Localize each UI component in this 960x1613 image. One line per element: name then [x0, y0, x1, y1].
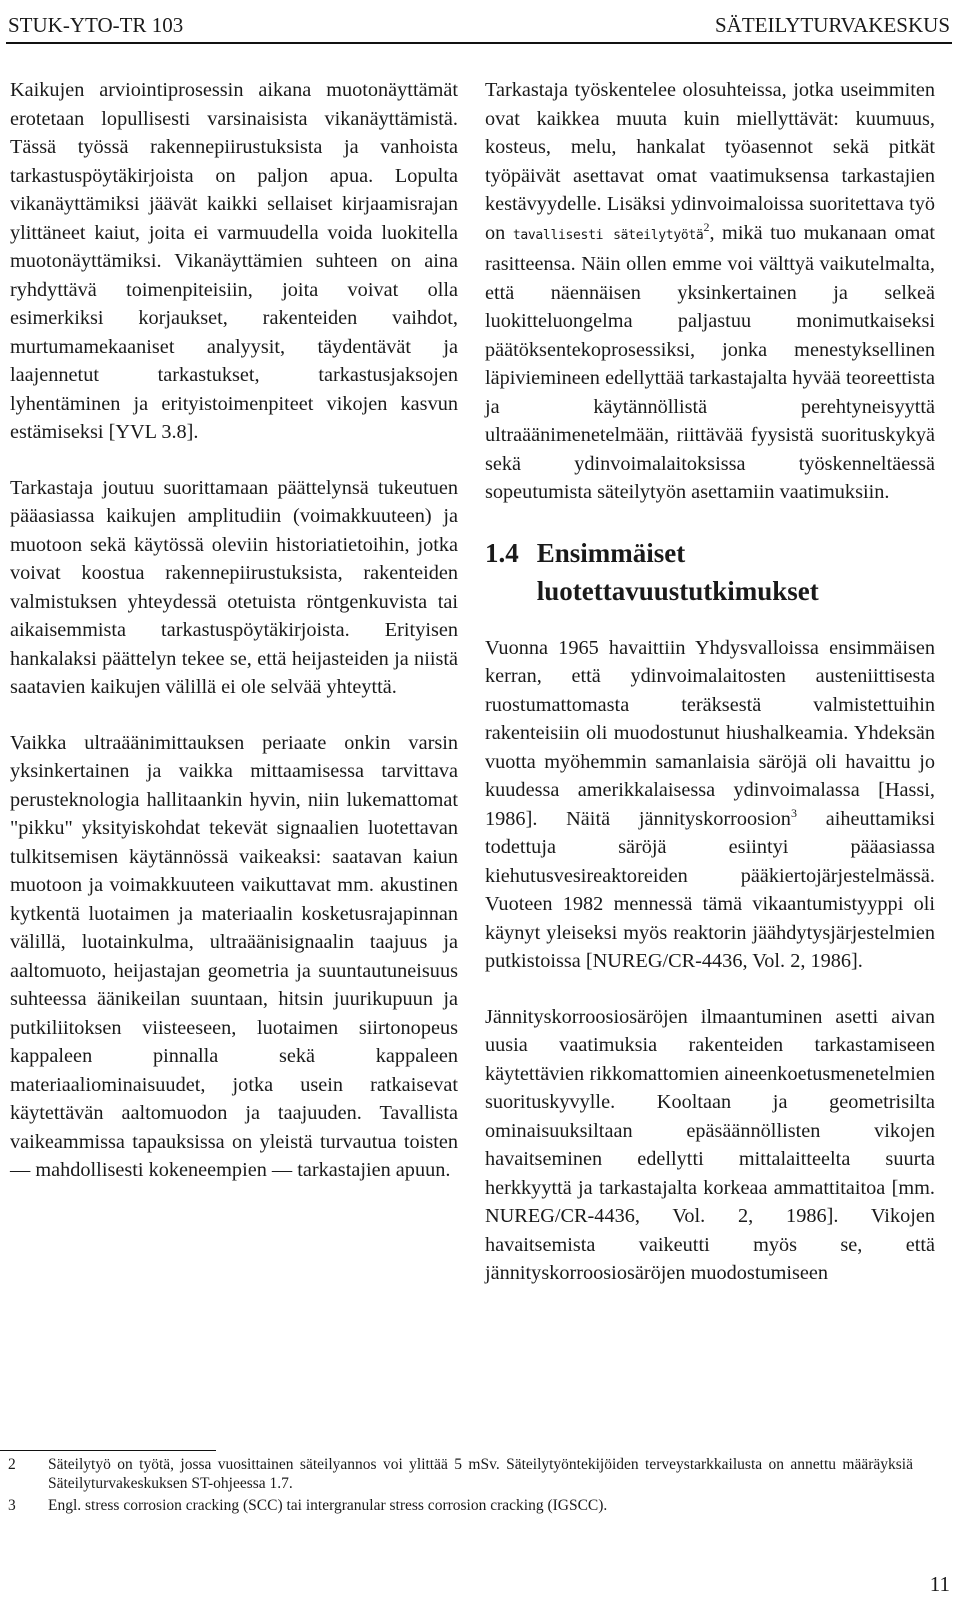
report-code: STUK-YTO-TR 103 — [8, 12, 184, 37]
footnote — [8, 1455, 913, 1493]
paragraph-text: Tarkastaja työskentelee olosuhteissa, jotka useimmiten ovat kaikkea muuta kuin miellyttävät: kuumuus, kosteus, melu, hankalat työasennot sekä pitkät työpäivät asettavat omat vaatimuksensa tarkastajien kestävyydelle. Lisäksi ydinvoimaloissa suoritettava työ on — [485, 79, 935, 244]
footnote-text: Säteilytyö on työtä, jossa vuosittainen säteilyannos voi ylittää 5 mSv. Säteilytyöntekijöiden terveystarkkailusta on annettu määräyksiä Säteilyturvakeskuksen ST-ohjeessa 1.7. — [48, 1456, 913, 1492]
header-rule — [6, 42, 952, 44]
publisher-name: SÄTEILYTURVAKESKUS — [714, 12, 950, 37]
right-column — [485, 76, 935, 1315]
paragraph-text: , mikä tuo mukanaan omat rasitteensa. Näin ollen emme voi välttyä vaikutelmalta, että näennäisen yksinkertainen ja selkeä luokitteluongelma paljastuu monimutkaiseksi päätöksentekoprosessiksi, jonka menestyksellinen läpiviemineen edellyttää tarkastajalta hyvää teoreettista ja käytännöllistä perehtyneisyyttä ultraäänimenetelmään, riittävää fyysistä suorituskykyä sekä ydinvoimalaitoksissa työskenneltäessä sopeutumista säteilytyön asettamiin vaatimuksiin. — [485, 221, 936, 503]
paragraph — [485, 76, 935, 507]
section-heading — [485, 534, 935, 610]
left-column — [10, 76, 458, 1212]
section-number: 1.4 — [485, 537, 519, 568]
footnote — [8, 1496, 913, 1515]
footnote-number: 3 — [8, 1497, 16, 1514]
footnote-text: Engl. stress corrosion cracking (SCC) tai intergranular stress corrosion cracking (IGSCC). — [48, 1497, 608, 1514]
footnote-rule — [0, 1450, 216, 1451]
paragraph: Tarkastaja joutuu suorittamaan päättelynsä tukeutuen pääasiassa kaikujen amplitudiin (voimakkuuteen) ja muotoon sekä käytössä oleviin historiatietoihin, jotka voivat koostua rakennepiirustuksista, rakenteiden valmistuksen yhteydessä otetuista röntgenkuvista tai aikaisemmista tarkastuspöytäkirjoista. Erityisen hankalaksi päättelyn tekee se, että heijasteiden ja niistä saatavien kaikujen välillä ei ole selvää yhteyttä. — [10, 476, 458, 698]
typewriter-text: tavallisesti säteilytyötä — [512, 227, 704, 243]
running-header — [8, 8, 950, 42]
paragraph: Jännityskorroosiosäröjen ilmaantuminen asetti aivan uusia vaatimuksia rakenteiden tarkastamiseen käytettävien rikkomattomien aineenkoetusmenetelmien suorituskyvylle. Kooltaan ja geometrisilta ominaisuuksiltaan epäsäännöllisten vikojen havaitseminen edellytti mittalaitteelta suurta herkkyyttä ja tarkastajalta korkeaa ammattitaitoa [mm. NUREG/CR-4436, Vol. 2, 1986]. Vikojen havaitsemista vaikeutti myös se, että jännityskorroosiosäröjen muodostumiseen — [485, 1005, 935, 1284]
paragraph: Kaikujen arviointiprosessin aikana muotonäyttämät erotetaan lopullisesti varsinaisista vikanäyttämistä. Tässä työssä rakennepiirustuksista ja vanhoista tarkastuspöytäkirjoista on paljon apua. Lopulta vikanäyttämiksi jäävät kaikki sellaiset kirjaamisrajan ylittäneet kaiut, joita ei varmuudella voida luokitella muotonäyttämiksi. Vikanäyttämien suhteen on aina ryhdyttävä toimenpiteisiin, joita voivat olla esimerkiksi korjaukset, rakenteiden vaihdot, murtumamekaaniset analyysit, täydentävät ja laajennetut tarkastukset, tarkastusjaksojen lyhentäminen ja erityistoimenpiteet vikojen kasvun estämiseksi [YVL 3.8]. — [10, 79, 458, 443]
footnote-ref: 2 — [703, 219, 710, 234]
paragraph — [485, 634, 935, 976]
page-number: 11 — [929, 1572, 950, 1596]
section-title: Ensimmäiset luotettavuustutkimukset — [536, 537, 819, 606]
footnote-number: 2 — [8, 1456, 16, 1473]
footnote-ref: 3 — [790, 805, 797, 820]
footnotes — [8, 1455, 913, 1518]
paragraph-text: Vuonna 1965 havaittiin Yhdysvalloissa ensimmäisen kerran, että ydinvoimalaitosten austeniittisesta ruostumattomasta teräksestä valmistettuihin rakenteisiin oli muodostunut hiushalkeamia. Yhdeksän vuotta myöhemmin samanlaisia säröjä oli havaittu jo kuudessa amerikkalaisessa ydinvoimalassa [Hassi, 1986]. Näitä jännityskorroosion — [485, 636, 935, 830]
paragraph-text: aiheuttamiksi todettuja säröjä esiintyi pääasiassa kiehutusvesireaktoreiden pääkiertojärjestelmässä. Vuoteen 1982 mennessä tämä vikaantumistyyppi oli käynyt yleiseksi myös reaktorin jäähdytysjärjestelmien putkistoissa [NUREG/CR-4436, Vol. 2, 1986]. — [485, 807, 935, 972]
paragraph: Vaikka ultraäänimittauksen periaate onkin varsin yksinkertainen ja vaikka mittaamisessa tarvittava perusteknologia hallitaankin hyvin, niin lukemattomat "pikku" yksityiskohdat tekevät signaalien luotettavan tulkitsemisen käytännössä vaikeaksi: saatavan kaiun muotoon ja voimakkuuteen vaikuttavat mm. akustinen kytkentä luotaimen ja materiaalin kosketusrajapinnan välillä, luotainkulma, ultraäänisignaalin taajuus ja aaltomuoto, heijastajan geometria ja suuntautuneisuus suhteessa äänikeilan suuntaan, hitsin juurikupuun ja putkiliitoksen viisteeseen, luotaimen siirtonopeus kappaleen pinnalla sekä kappaleen materiaaliominaisuudet, jotka usein ratkaisevat käytettävän aaltomuodon ja taajuuden. Tavallista vaikeammissa tapauksissa on yleistä turvautua toisten — mahdollisesti kokeneempien — tarkastajien apuun. — [10, 731, 458, 1181]
